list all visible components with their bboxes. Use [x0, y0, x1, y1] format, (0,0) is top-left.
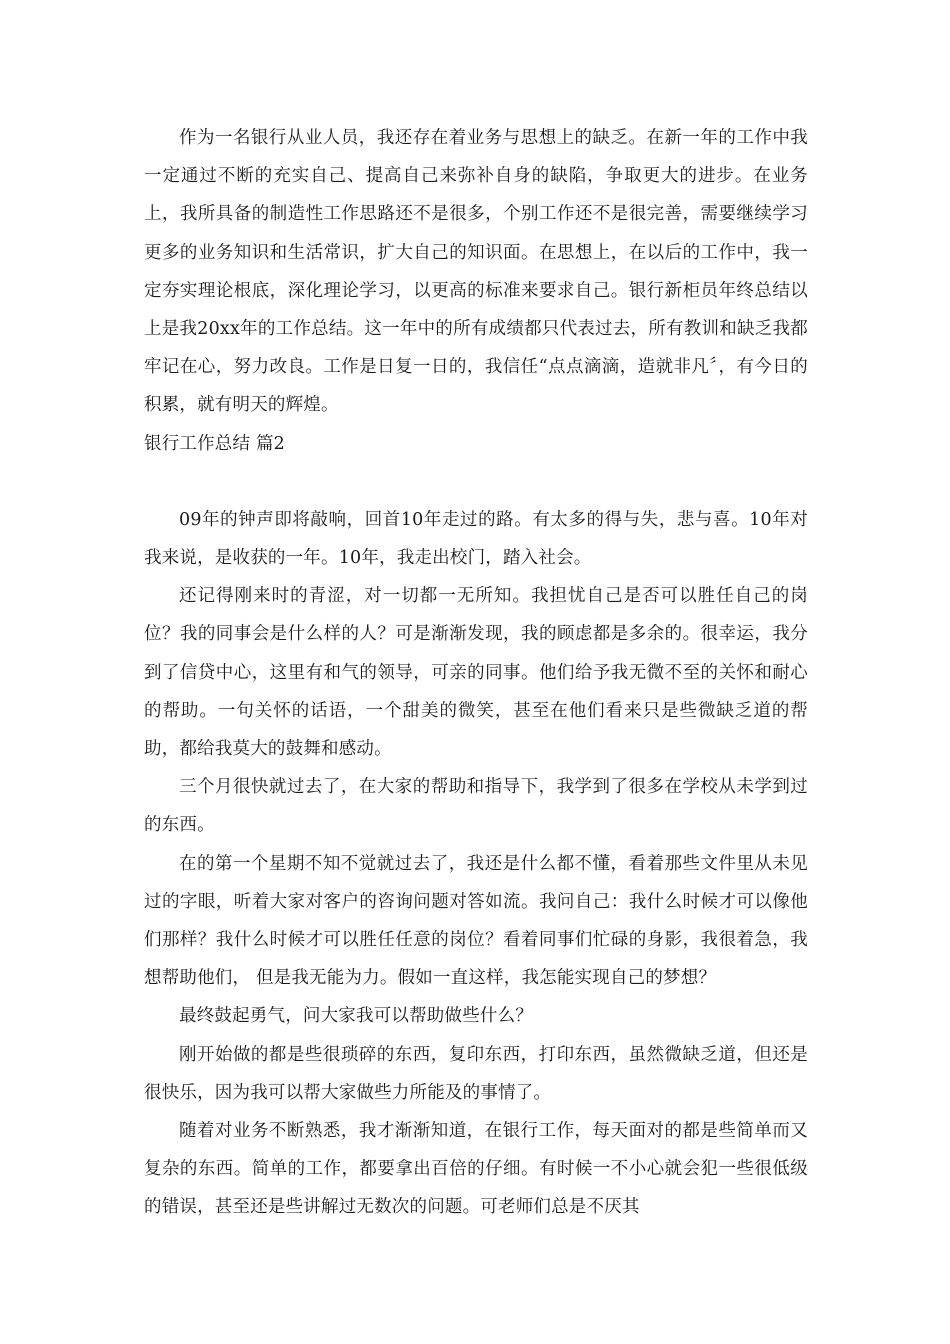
paragraph: 作为一名银行从业人员，我还存在着业务与思想上的缺乏。在新一年的工作中我一定通过不断的充实自己、提高自己来弥补自身的缺陷，争取更大的进步。在业务上，我所具备的制造性工作思路还不是很多，个别工作还不是很完善，需要继续学习更多的业务知识和生活常识，扩大自己的知识面。在思想上，在以后的工作中，我一定夯实理论根底，深化理论学习，以更高的标准来要求自己。银行新柜员年终总结以上是我20xx年的工作总结。这一年中的所有成绩都只代表过去，所有教训和缺乏我都牢记在心，努力改良。工作是日复一日的，我信任“点点滴滴，造就非凡〞，有今日的积累，就有明天的辉煌。	[144, 128, 808, 416]
paragraph: 三个月很快就过去了，在大家的帮助和指导下，我学到了很多在学校从未学到过的东西。	[144, 777, 808, 836]
section-heading: 银行工作总结 篇2	[144, 433, 285, 454]
document-page	[144, 119, 808, 1227]
paragraph: 09年的钟声即将敲响，回首10年走过的路。有太多的得与失，悲与喜。10年对我来说，是收获的一年。10年，我走出校门，踏入社会。	[144, 509, 808, 569]
blank-line	[144, 463, 808, 501]
paragraph: 还记得刚来时的青涩，对一切都一无所知。我担忧自己是否可以胜任自己的岗位？我的同事会是什么样的人？可是渐渐发现，我的顾虑都是多余的。很幸运，我分到了信贷中心，这里有和气的领导，可亲的同事。他们给予我无微不至的关怀和耐心的帮助。一句关怀的话语，一个甜美的微笑，甚至在他们看来只是些微缺乏道的帮助，都给我莫大的鼓舞和感动。	[144, 586, 808, 760]
paragraph: 最终鼓起勇气，问大家我可以帮助做些什么？	[179, 1006, 533, 1027]
paragraph: 随着对业务不断熟悉，我才渐渐知道，在银行工作，每天面对的都是些简单而又复杂的东西。简单的工作，都要拿出百倍的仔细。有时候一不小心就会犯一些很低级的错误，甚至还是些讲解过无数次的问题。可老师们总是不厌其	[144, 1121, 808, 1218]
paragraph: 刚开始做的都是些很琐碎的东西，复印东西，打印东西，虽然微缺乏道，但还是很快乐，因为我可以帮大家做些力所能及的事情了。	[144, 1044, 808, 1103]
paragraph: 在的第一个星期不知不觉就过去了，我还是什么都不懂，看着那些文件里从未见过的字眼，听着大家对客户的咨询问题对答如流。我问自己：我什么时候才可以像他们那样？我什么时候才可以胜任任意的岗位？看着同事们忙碌的身影，我很着急，我想帮助他们， 但是我无能为力。假如一直这样，我怎能实现自己的梦想？	[144, 853, 808, 989]
